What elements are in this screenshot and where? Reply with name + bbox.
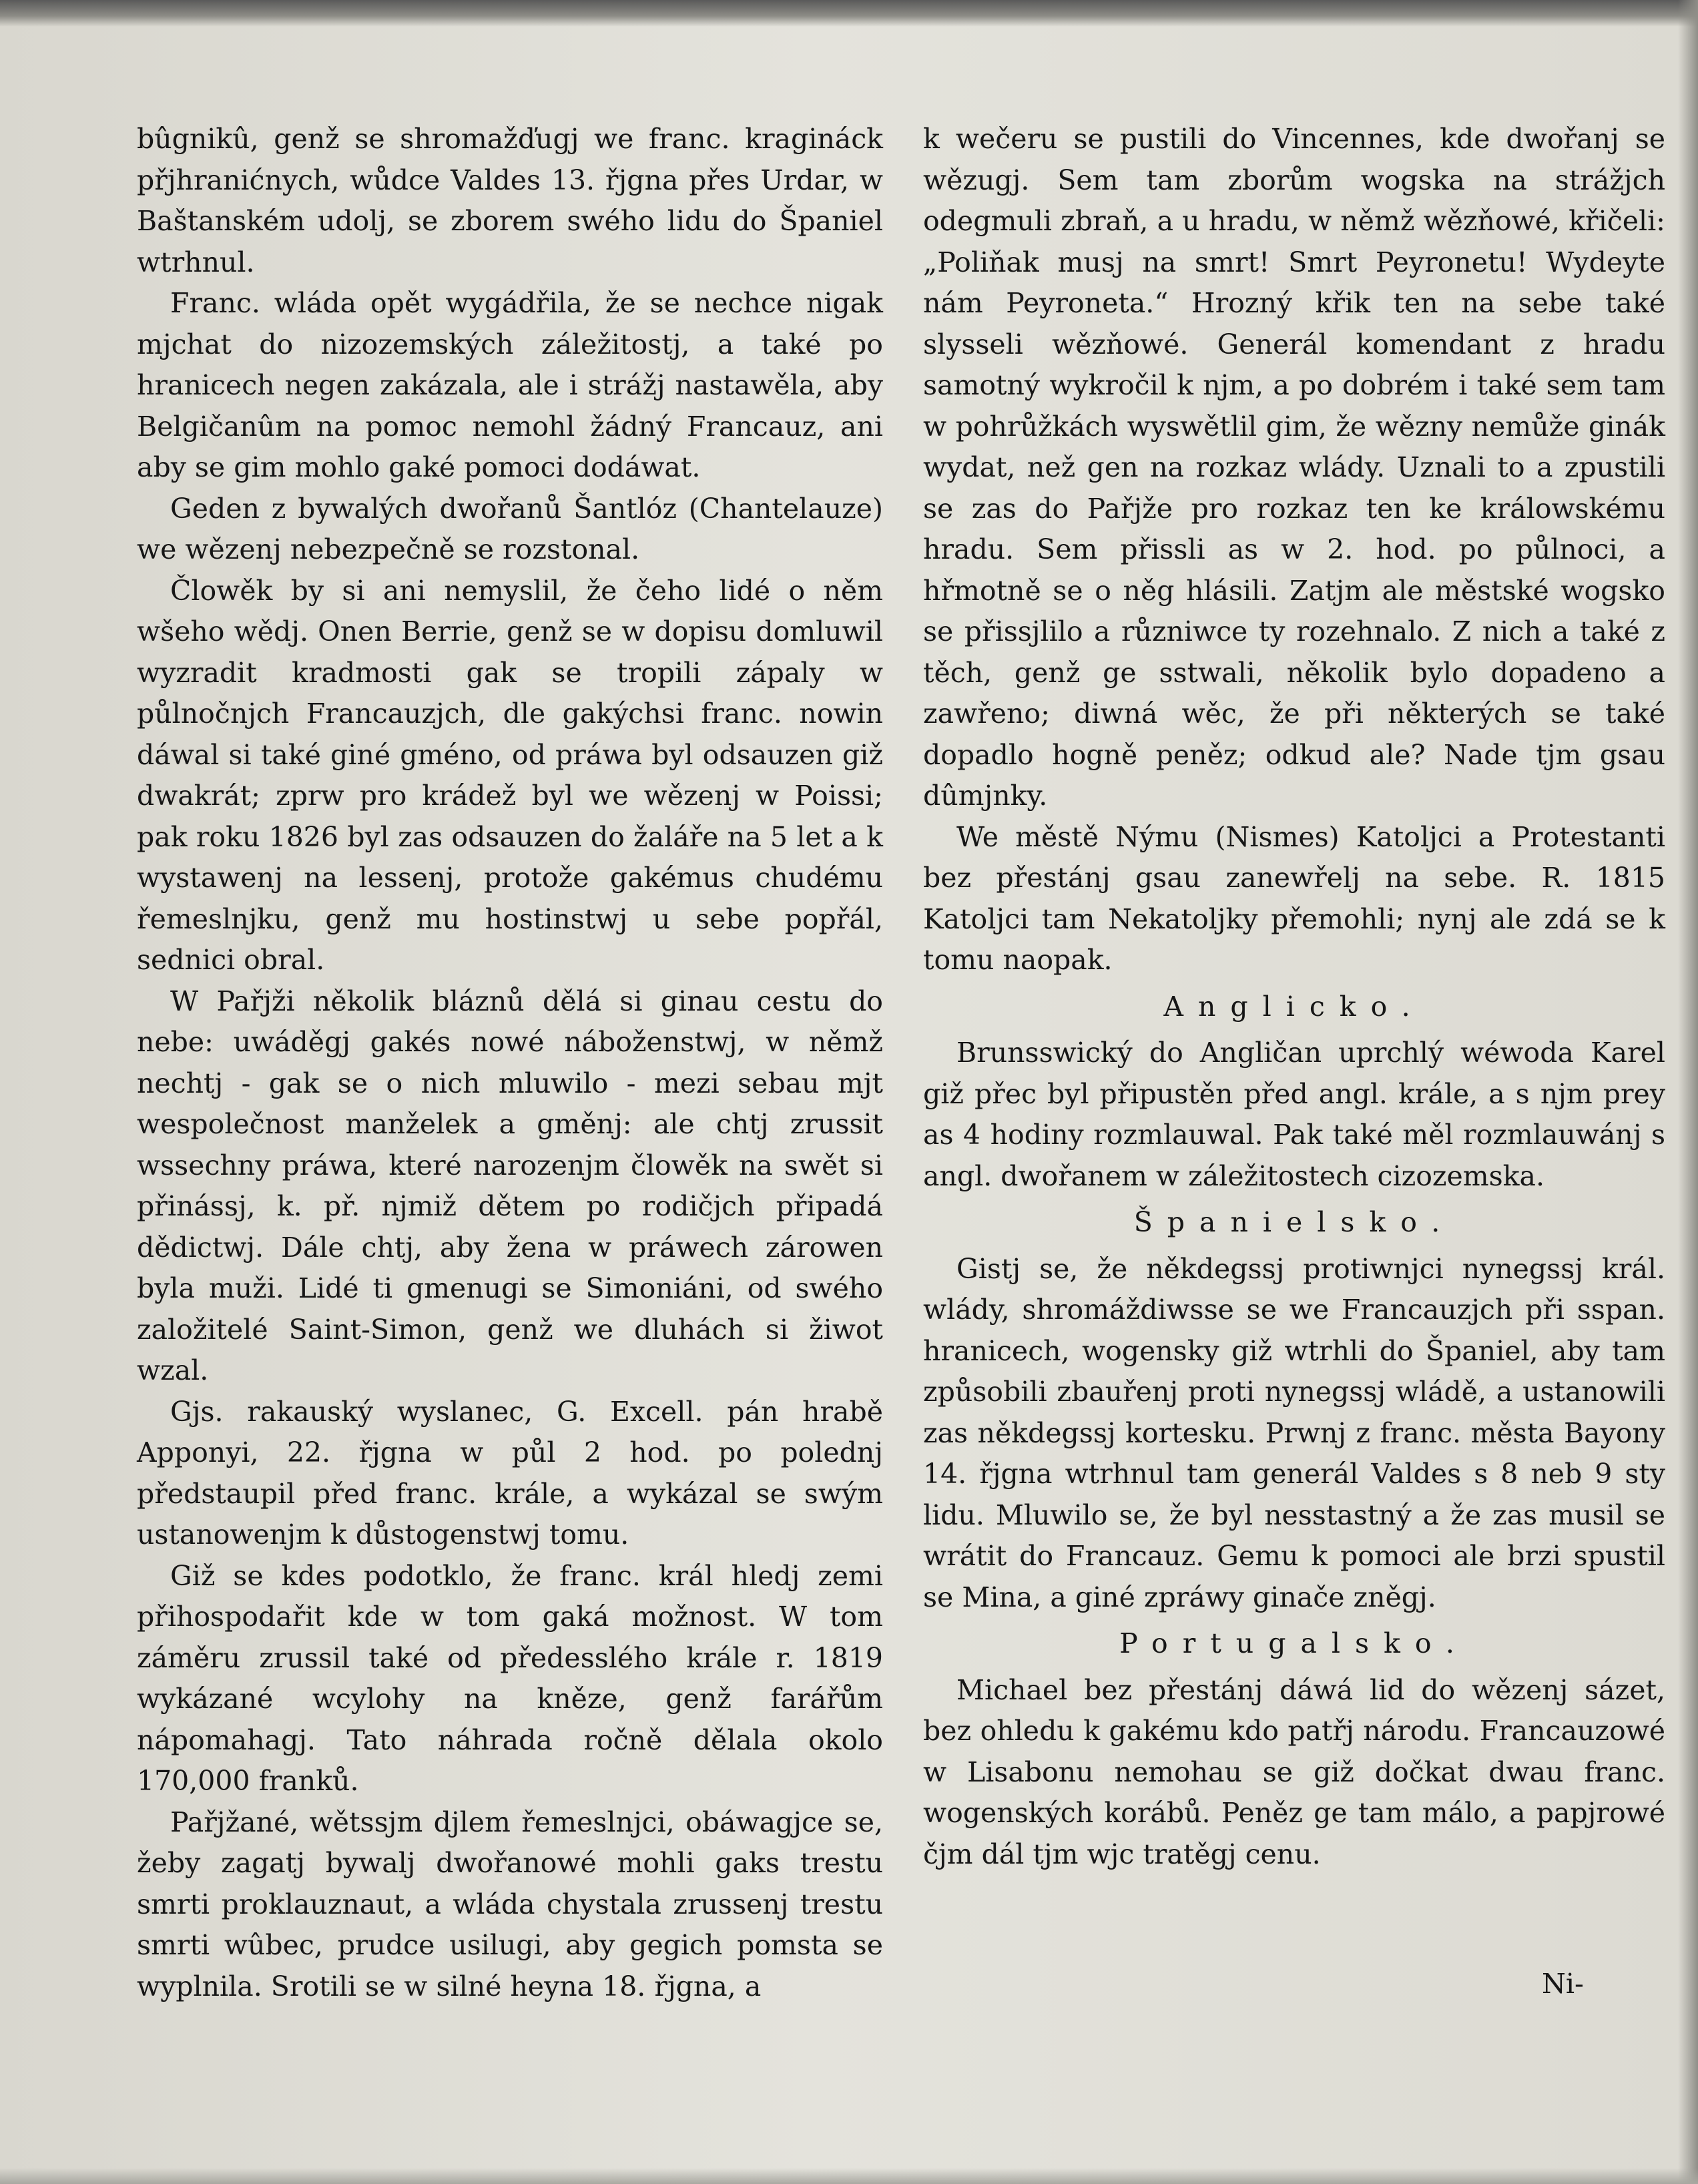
right-para-5: Michael bez přestánj dáwá lid do wězenj sázet, bez ohledu k gakému kdo patřj národu. Francauzowé w Lisabonu nemohau se giž dočkat dwau franc. wogenských korábů. Peněz ge tam málo, a papjrowé čjm dál tjm wjc tratěgj cenu.	[923, 1673, 1665, 1870]
page-right-edge	[1678, 0, 1698, 2184]
right-para-4: Gistj se, že někdegssj protiwnjci nynegssj král. wlády, shromáždiwsse se we Francauzjch při sspan. hranicech, wogensky giž wtrhli do Španiel, aby tam způsobili zbauřenj proti nynegssj wládě, a ustanowili zas někdegssj kortesku. Prwnj z franc. města Bayony 14. řjgna wtrhnul tam generál Valdes s 8 neb 9 sty lidu. Mluwilo se, že byl nesstastný a že zas musil se wrátit do Francauz. Gemu k pomoci ale brzi spustil se Mina, a giné zpráwy ginače zněgj.	[923, 1252, 1665, 1613]
right-para-3: Brunsswický do Angličan uprchlý wéwoda Karel giž přec byl připustěn před angl. krále, a s njm prey as 4 hodiny rozmlauwal. Pak také měl rozmlauwánj s angl. dwořanem w záležitostech cizozemska.	[923, 1037, 1665, 1192]
right-para-1: k wečeru se pustili do Vincennes, kde dwořanj se wězugj. Sem tam zborům wogska na strážjch odegmuli zbraň, a u hradu, w němž wězňowé, křičeli: „Poliňak musj na smrt! Smrt Peyronetu! Wydeyte nám Peyroneta.“ Hrozný křik ten na sebe také slysseli wězňowé. Generál komendant z hradu samotný wykročil k njm, a po dobrém i také sem tam w pohrůžkách wyswětlil gim, že wězny nemůže ginák wydat, než gen na rozkaz wlády. Uznali to a zpustili se zas do Pařjže pro rozkaz ten ke králowskému hradu. Sem přissli as w 2. hod. po půlnoci, a hřmotně se o něg hlásili. Zatjm ale městské wogsko se přissjlilo a různiwce ty rozehnalo. Z nich a také z těch, genž ge sstwali, několik bylo dopadeno a zawřeno; diwná wěc, že při některých se také dopadlo hogně peněz; odkud ale? Nade tjm gsau dûmjnky.	[923, 123, 1665, 812]
left-para-5: W Pařjži několik bláznů dělá si ginau cestu do nebe: uwáděgj gakés nowé náboženstwj, w němž nechtj - gak se o nich mluwilo - mezi sebau mjt wespolečnost manželek a gměnj: ale chtj zrussit wssechny práwa, které narozenjm člowěk na swět si přinássj, k. př. njmiž dětem po rodičjch připadá dědictwj. Dále chtj, aby žena w práwech zárowen byla muži. Lidé ti gmenugi se Simoniáni, od swého založitelé Saint-Simon, genž we dluhách si žiwot wzal.	[137, 985, 883, 1386]
left-column	[137, 119, 883, 2007]
left-para-4: Člowěk by si ani nemyslil, že čeho lidé o něm wšeho wědj. Onen Berrie, genž se w dopisu domluwil wyzradit kradmosti gak se tropili zápaly w půlnočnjch Francauzjch, dle gakýchsi franc. nowin dáwal si také giné gméno, od práwa byl odsauzen giž dwakrát; zprw pro krádež byl we wězenj w Poissi; pak roku 1826 byl zas odsauzen do žaláře na 5 let a k wystawenj na lessenj, protože gakémus chudému řemeslnjku, genž mu hostinstwj u sebe popřál, sednici obral.	[137, 574, 883, 976]
left-para-7: Giž se kdes podotklo, že franc. král hledj zemi přihospodařit kde w tom gaká možnost. W tom záměru zrussil také od předesslého krále r. 1819 wykázané wcylohy na kněze, genž farářům nápomahagj. Tato náhrada ročně dělala okolo 170,000 franků.	[137, 1559, 883, 1797]
right-column	[923, 119, 1665, 1875]
section-heading-portugalsko: Portugalsko.	[1119, 1627, 1469, 1659]
left-para-2: Franc. wláda opět wygádřila, že se nechce nigak mjchat do nizozemských záležitostj, a také po hranicech negen zakázala, ale i strážj nastawěla, aby Belgičanûm na pomoc nemohl žádný Francauz, ani aby se gim mohlo gaké pomoci dodáwat.	[137, 287, 883, 483]
left-para-1: bûgnikû, genž se shromažďugj we franc. kragináck přjhranićnych, wůdce Valdes 13. řjgna přes Urdar, w Baštanském udolj, se zborem swého lidu do Španiel wtrhnul.	[137, 123, 883, 278]
right-para-2: We městě Nýmu (Nismes) Katoljci a Protestanti bez přestánj gsau zanewřelj na sebe. R. 1815 Katoljci tam Nekatoljky přemohli; nynj ale zdá se k tomu naopak.	[923, 820, 1665, 976]
section-heading-anglicko: Anglicko.	[1163, 990, 1425, 1023]
left-para-6: Gjs. rakauský wyslanec, G. Excell. pán hrabě Apponyi, 22. řjgna w půl 2 hod. po polednj předstaupil před franc. krále, a wykázal se swým ustanowenjm k důstogenstwj tomu.	[137, 1395, 883, 1551]
page-bottom-edge	[0, 2168, 1698, 2184]
left-para-3: Geden z bywalých dwořanů Šantlóz (Chantelauze) we wězenj nebezpečně se rozstonal.	[137, 492, 883, 565]
left-para-8: Pařjžané, wětssjm djlem řemeslnjci, obáwagjce se, žeby zagatj bywalj dwořanowé mohli gaks trestu smrti proklauznaut, a wláda chystala zrussenj trestu smrti wûbec, prudce usilugi, aby gegich pomsta se wyplnila. Srotili se w silné heyna 18. řjgna, a	[137, 1806, 883, 2002]
page-top-edge	[0, 0, 1698, 27]
section-heading-spanielsko: Španielsko.	[1133, 1206, 1455, 1238]
catchword: Ni-	[1542, 1968, 1584, 2000]
